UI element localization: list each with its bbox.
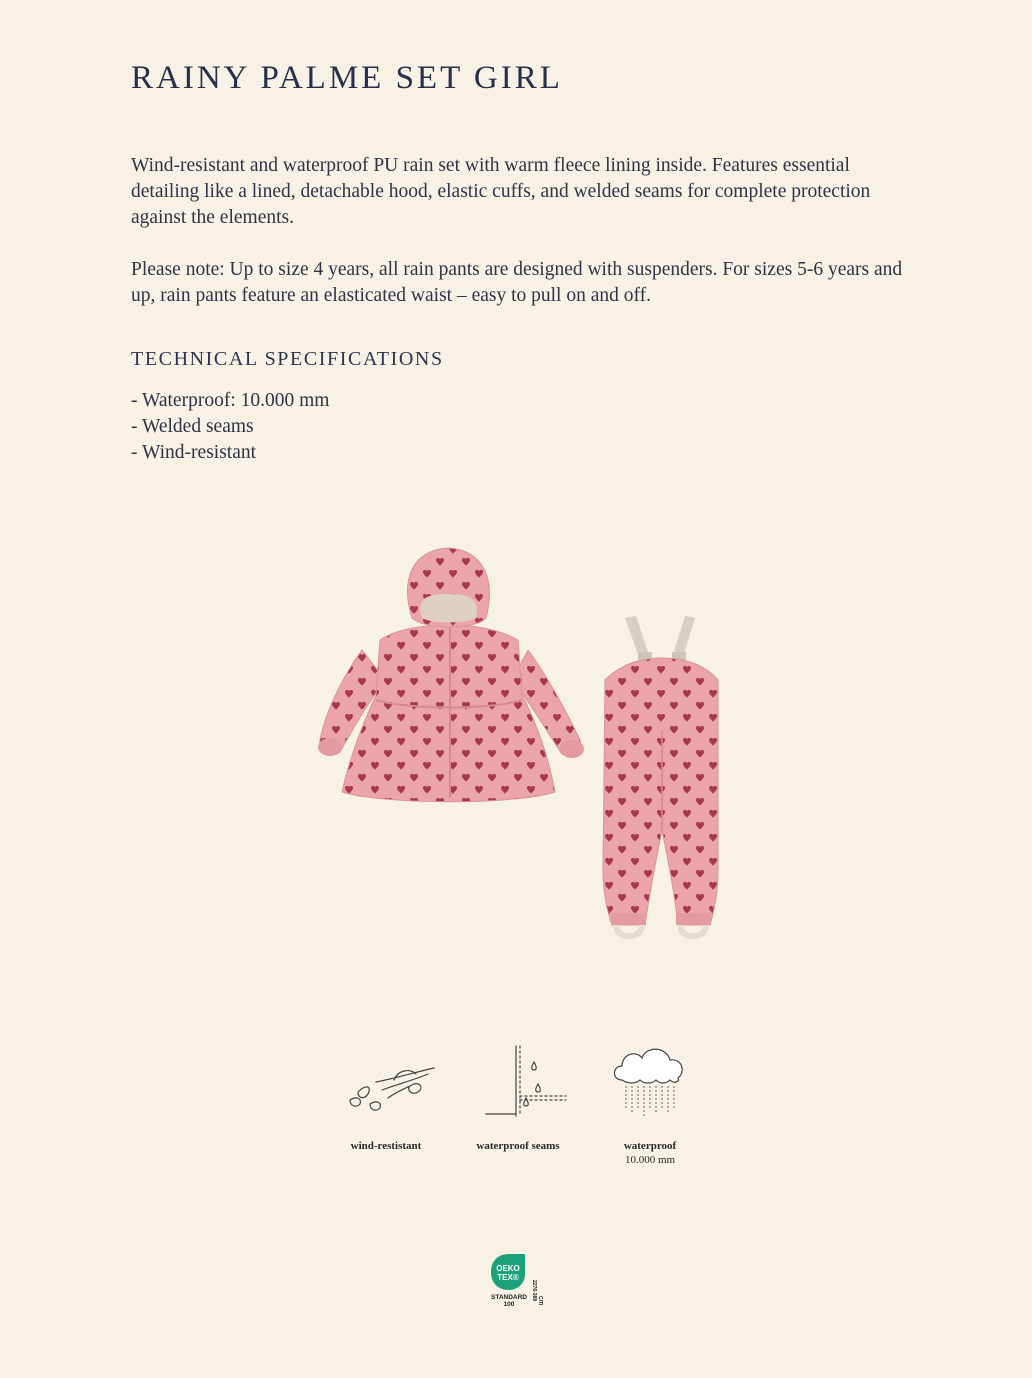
spec-item: - Wind-resistant — [131, 442, 257, 463]
feature-label: waterproof — [623, 1140, 677, 1152]
feature-seams — [453, 1040, 583, 1152]
size-note: Please note: Up to size 4 years, all rain pants are designed with suspenders. For sizes 5-6 years and up, rain pants feature an elasticated waist – easy to pull on and off. — [131, 259, 903, 306]
spec-list — [131, 388, 329, 466]
spec-item: - Welded seams — [131, 416, 254, 437]
cert-code: 2276-389 — [531, 1280, 537, 1302]
rain-cloud-icon — [600, 1040, 700, 1120]
feature-wind — [321, 1040, 451, 1152]
oeko-tex-logo — [487, 1252, 547, 1312]
seams-icon — [468, 1040, 568, 1120]
feature-sub: 10.000 mm — [624, 1154, 676, 1166]
jacket-illustration — [318, 548, 584, 802]
standard-text: STANDARD — [491, 1294, 527, 1301]
page-title: RAINY PALME SET GIRL — [131, 60, 563, 96]
feature-label: waterproof seams — [476, 1140, 560, 1152]
standard-number: 100 — [503, 1301, 515, 1308]
wind-icon — [336, 1040, 436, 1120]
feature-icons — [320, 1040, 720, 1190]
oeko-text: OEKO — [496, 1264, 520, 1273]
spec-item: - Waterproof: 10.000 mm — [131, 390, 330, 411]
tex-text: TEX® — [497, 1273, 519, 1282]
rain-pants-illustration — [603, 616, 718, 936]
feature-label: wind-restistant — [350, 1140, 422, 1152]
feature-waterproof — [585, 1040, 715, 1166]
product-image — [300, 530, 740, 970]
cert-institute: CITI — [537, 1296, 543, 1306]
spec-heading: TECHNICAL SPECIFICATIONS — [131, 348, 444, 370]
product-description: Wind-resistant and waterproof PU rain set with warm fleece lining inside. Features essential detailing like a lined, detachable hood, elastic cuffs, and welded seams for complete protection against the elements. — [131, 155, 871, 228]
